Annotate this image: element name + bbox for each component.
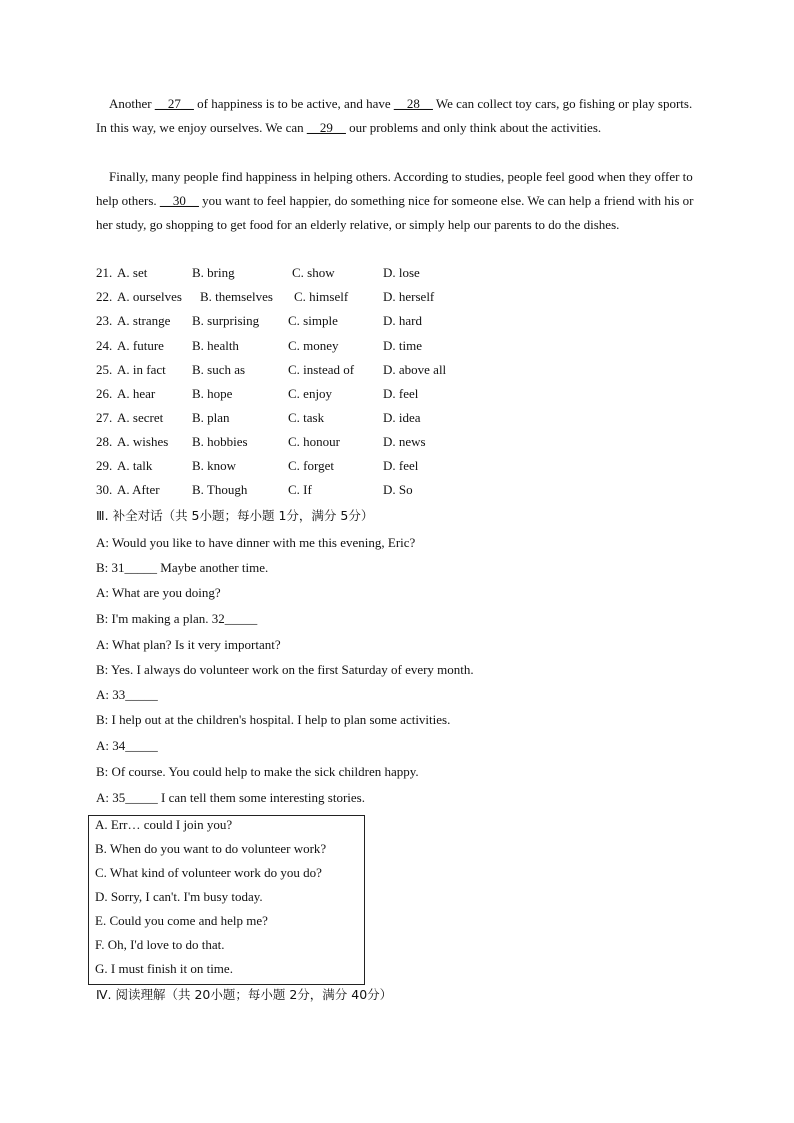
passage-paragraph-1 <box>96 92 700 140</box>
option-d: D. news <box>383 434 426 449</box>
passage-text: our problems and only think about the activities. <box>345 120 602 135</box>
option-a: A. set <box>117 265 148 280</box>
choice-item: B. When do you want to do volunteer work? <box>95 841 327 856</box>
section-4-heading: Ⅳ. 阅读理解（共 20小题；每小题 2分，满分 40分） <box>96 987 393 1002</box>
option-a: A. hear <box>117 386 156 401</box>
question-row <box>96 454 696 478</box>
option-d: D. lose <box>383 265 420 280</box>
dialogue-line: A: 33_____ <box>96 687 158 702</box>
option-b: B. themselves <box>200 289 273 304</box>
option-c: C. money <box>288 338 339 353</box>
option-c: C. instead of <box>288 362 355 377</box>
passage-text: Another <box>109 96 155 111</box>
option-c: C. show <box>292 265 335 280</box>
option-c: C. honour <box>288 434 340 449</box>
dialogue-line: A: What plan? Is it very important? <box>96 637 281 652</box>
option-d: D. idea <box>383 410 421 425</box>
choice-item: C. What kind of volunteer work do you do? <box>95 865 322 880</box>
option-a: A. talk <box>117 458 153 473</box>
question-row <box>96 382 696 406</box>
option-b: B. hobbies <box>192 434 248 449</box>
option-d: D. above all <box>383 362 447 377</box>
option-c: C. If <box>288 482 312 497</box>
question-row <box>96 334 696 358</box>
blank-28: __28__ <box>393 96 433 111</box>
option-d: D. herself <box>383 289 435 304</box>
blank-30: __30__ <box>159 193 199 208</box>
dialogue-line: B: I help out at the children's hospital. I help to plan some activities. <box>96 712 451 727</box>
passage-text: of happiness is to be active, and have <box>193 96 394 111</box>
passage-text: Finally, many people find happiness in helping others. According to studies, people feel good when they offer to help others. <box>96 169 693 208</box>
question-number: 26. <box>96 386 113 401</box>
choice-item: A. Err… could I join you? <box>95 817 233 832</box>
choice-item: F. Oh, I'd love to do that. <box>95 937 225 952</box>
option-b: B. plan <box>192 410 230 425</box>
option-a: A. secret <box>117 410 164 425</box>
option-d: D. time <box>383 338 422 353</box>
dialogue-line: B: I'm making a plan. 32_____ <box>96 611 258 626</box>
option-b: B. such as <box>192 362 246 377</box>
question-row <box>96 309 696 333</box>
option-a: A. in fact <box>117 362 166 377</box>
question-number: 23. <box>96 313 113 328</box>
option-d: D. feel <box>383 386 419 401</box>
question-row <box>96 285 696 309</box>
option-a: A. strange <box>117 313 171 328</box>
question-row <box>96 406 696 430</box>
option-c: C. enjoy <box>288 386 333 401</box>
question-number: 21. <box>96 265 113 280</box>
option-d: D. hard <box>383 313 422 328</box>
dialogue-line: A: 34_____ <box>96 738 158 753</box>
choice-item: G. I must finish it on time. <box>95 961 233 976</box>
question-row <box>96 430 696 454</box>
question-number: 22. <box>96 289 113 304</box>
dialogue-line: B: 31_____ Maybe another time. <box>96 560 269 575</box>
blank-27: __27__ <box>154 96 194 111</box>
option-a: A. After <box>117 482 160 497</box>
passage-text: you want to feel happier, do something nice for someone else. We can help a friend with his or her study, go shopping to get food for an elderly relative, or simply help our parents to do the dishes. <box>96 193 694 232</box>
option-c: C. forget <box>288 458 334 473</box>
question-number: 28. <box>96 434 113 449</box>
question-row <box>96 261 696 285</box>
question-number: 24. <box>96 338 113 353</box>
dialogue-line: A: Would you like to have dinner with me this evening, Eric? <box>96 535 416 550</box>
section-3-heading: Ⅲ. 补全对话（共 5小题；每小题 1分，满分 5分） <box>96 508 374 523</box>
passage-text: We can collect toy cars, go fishing or play sports. In this way, we enjoy ourselves. We can <box>96 96 693 135</box>
choice-item: E. Could you come and help me? <box>95 913 268 928</box>
dialogue-line: B: Of course. You could help to make the sick children happy. <box>96 764 419 779</box>
choice-item: D. Sorry, I can't. I'm busy today. <box>95 889 263 904</box>
option-b: B. hope <box>192 386 233 401</box>
option-d: D. So <box>383 482 413 497</box>
option-a: A. wishes <box>117 434 169 449</box>
option-a: A. future <box>117 338 164 353</box>
dialogue-line: A: What are you doing? <box>96 585 221 600</box>
option-d: D. feel <box>383 458 419 473</box>
option-c: C. himself <box>294 289 349 304</box>
question-number: 29. <box>96 458 113 473</box>
passage-paragraph-2 <box>96 165 700 237</box>
option-b: B. Though <box>192 482 248 497</box>
question-row <box>96 478 696 502</box>
blank-29: __29__ <box>306 120 346 135</box>
question-row <box>96 358 696 382</box>
option-b: B. surprising <box>192 313 260 328</box>
dialogue-line: A: 35_____ I can tell them some interesting stories. <box>96 790 365 805</box>
question-number: 30. <box>96 482 113 497</box>
option-c: C. task <box>288 410 325 425</box>
option-b: B. know <box>192 458 237 473</box>
option-a: A. ourselves <box>117 289 182 304</box>
question-number: 25. <box>96 362 113 377</box>
option-b: B. bring <box>192 265 235 280</box>
option-c: C. simple <box>288 313 338 328</box>
dialogue-line: B: Yes. I always do volunteer work on the first Saturday of every month. <box>96 662 474 677</box>
question-number: 27. <box>96 410 113 425</box>
option-b: B. health <box>192 338 239 353</box>
